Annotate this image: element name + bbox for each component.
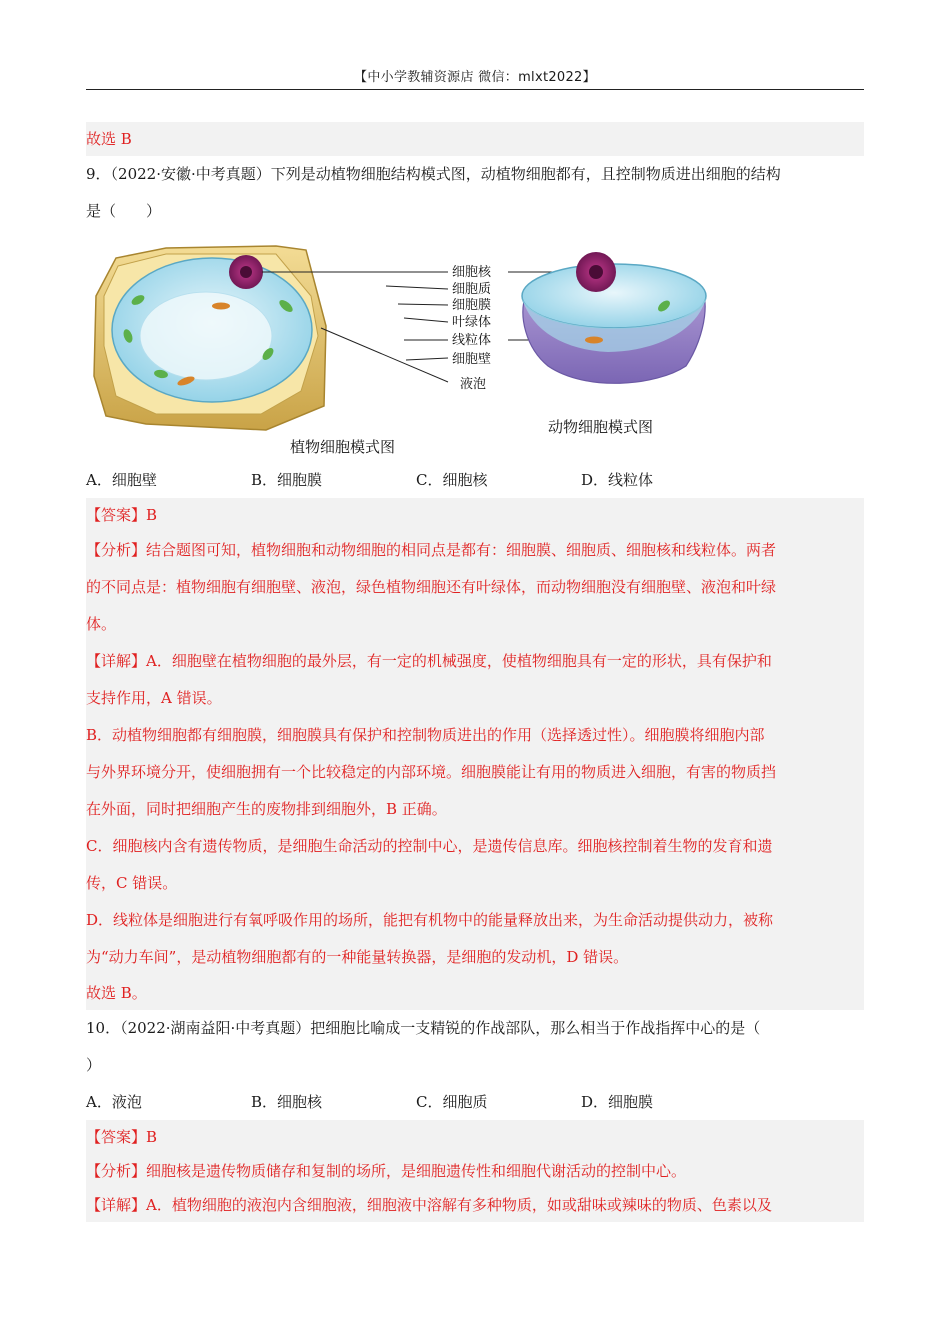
q9-stem-line1: 9．（2022·安徽·中考真题）下列是动植物细胞结构模式图，动植物细胞都有，且控制物质进出细胞的结构 (86, 165, 781, 183)
q9-detail-line: 为“动力车间”，是动植物细胞都有的一种能量转换器，是细胞的发动机，D 错误。 (86, 948, 629, 966)
animal-caption: 动物细胞模式图 (548, 418, 654, 436)
q9-solution-block (86, 498, 864, 1010)
mitochondrion (212, 303, 230, 310)
q10-option-c: C．细胞质 (416, 1093, 488, 1111)
q9-analysis-line: 体。 (86, 615, 117, 633)
plant-caption: 植物细胞模式图 (290, 438, 396, 456)
q10-answer: 【答案】B (86, 1128, 158, 1146)
q9-detail-line: 与外界环境分开，使细胞拥有一个比较稳定的内部环境。细胞膜能让有用的物质进入细胞，有害的物质挡 (86, 763, 777, 781)
q10-option-a: A．液泡 (86, 1093, 142, 1111)
q9-option-d: D．线粒体 (581, 471, 654, 489)
q10-solution-block (86, 1120, 864, 1222)
label-nucleus: 细胞核 (452, 265, 492, 280)
document-body (86, 122, 864, 1222)
label-cell-wall: 细胞壁 (452, 352, 492, 367)
q9-detail-line: B．动植物细胞都有细胞膜，细胞膜具有保护和控制物质进出的作用（选择透过性）。细胞膜将细胞内部 (86, 726, 765, 744)
label-mitochondrion: 线粒体 (452, 333, 492, 348)
q10-option-b: B．细胞核 (251, 1093, 323, 1111)
label-chloroplast: 叶绿体 (452, 315, 492, 330)
q9-analysis-line: 【分析】结合题图可知，植物细胞和动物细胞的相同点是都有：细胞膜、细胞质、细胞核和线粒体。两者 (86, 541, 777, 559)
q10-options (86, 1084, 864, 1120)
q9-detail-line: 在外面，同时把细胞产生的废物排到细胞外，B 正确。 (86, 800, 447, 818)
q9-stem-line2: 是（ ） (86, 202, 162, 220)
q10-analysis: 【分析】细胞核是遗传物质储存和复制的场所，是细胞遗传性和细胞代谢活动的控制中心。 (86, 1162, 687, 1180)
q9-conclusion: 故选 B。 (86, 984, 147, 1002)
q9-detail-line: 支持作用，A 错误。 (86, 689, 222, 707)
q9-detail-line: D．线粒体是细胞进行有氧呼吸作用的场所，能把有机物中的能量释放出来，为生命活动提供动力，被称 (86, 911, 774, 929)
q9-options (86, 462, 864, 498)
structure-labels (452, 264, 492, 392)
page-header: 【中小学教辅资源店 微信：mlxt2022】 (86, 66, 864, 90)
label-vacuole: 液泡 (460, 377, 487, 392)
q10-detail-line: 【详解】A．植物细胞的液泡内含细胞液，细胞液中溶解有多种物质，如或甜味或辣味的物质、色素以及 (86, 1196, 772, 1214)
q9-option-c: C．细胞核 (416, 471, 488, 489)
q10-stem-line1: 10．（2022·湖南益阳·中考真题）把细胞比喻成一支精锐的作战部队，那么相当于作战指挥中心的是（ (86, 1019, 761, 1037)
q9-detail-line: C．细胞核内含有遗传物质，是细胞生命活动的控制中心，是遗传信息库。细胞核控制着生物的发育和遗 (86, 837, 773, 855)
plant-cell (94, 246, 395, 456)
label-membrane: 细胞膜 (452, 298, 492, 313)
q9-answer: 【答案】B (86, 506, 158, 524)
q9-detail-line: 传，C 错误。 (86, 874, 178, 892)
q8-conclusion: 故选 B (86, 122, 864, 156)
q10-stem-line2: ） (86, 1056, 102, 1074)
animal-cell (522, 252, 706, 436)
cell-diagram (86, 236, 864, 462)
q9-analysis-line: 的不同点是：植物细胞有细胞壁、液泡，绿色植物细胞还有叶绿体，而动物细胞没有细胞壁、液泡和叶绿 (86, 578, 777, 596)
q10-option-d: D．细胞膜 (581, 1093, 654, 1111)
q9-option-a: A．细胞壁 (86, 471, 157, 489)
cell-diagram-svg (86, 236, 864, 462)
label-cytoplasm: 细胞质 (452, 282, 492, 297)
q9-detail-line: 【详解】A．细胞壁在植物细胞的最外层，有一定的机械强度，使植物细胞具有一定的形状，具有保护和 (86, 652, 772, 670)
q9-option-b: B．细胞膜 (251, 471, 323, 489)
